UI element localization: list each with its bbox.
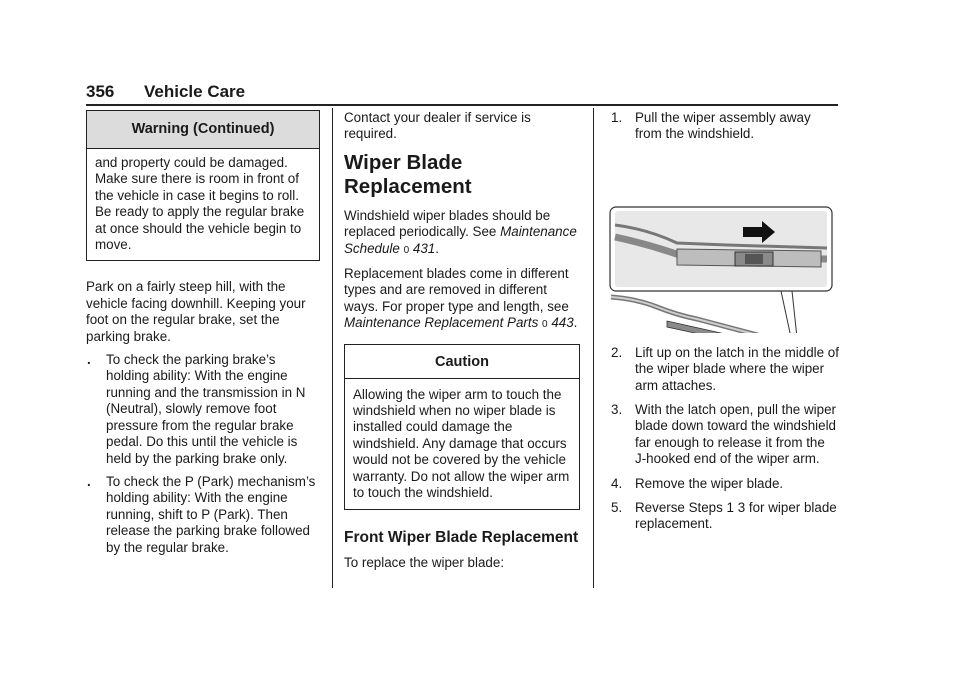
hill-test-intro: Park on a fairly steep hill, with the vehicle facing downhill. Keeping your foot on the regular brake, set the parking brake.: [86, 279, 306, 344]
step-text: Pull the wiper assembly away from the windshield.: [635, 110, 811, 142]
front-wiper-subheading: Front Wiper Blade Replacement: [344, 528, 579, 546]
column-1: [86, 110, 320, 563]
wiper-illustration: [607, 153, 835, 333]
warning-title: Warning (Continued): [87, 111, 319, 149]
replacement-parts-paragraph: Replacement blades come in different types and are removed in different ways. For proper type and length, see Maintenance Replacement Parts 0 443.: [344, 266, 578, 331]
contact-dealer-text: Contact your dealer if service is required.: [344, 110, 531, 142]
bullet-mark: .: [87, 352, 91, 368]
column-3: [611, 110, 839, 541]
page-ref-icon: 0: [403, 244, 410, 256]
page-number: 356: [86, 82, 115, 101]
wiper-heading: Wiper Blade Replacement: [344, 150, 472, 198]
section-title: Vehicle Care: [144, 82, 246, 101]
column-divider-1: [332, 108, 333, 588]
maintenance-schedule-link[interactable]: Maintenance Schedule: [344, 224, 577, 256]
list-item: [611, 110, 839, 143]
list-item: [611, 476, 839, 492]
replace-intro: To replace the wiper blade:: [344, 554, 505, 570]
list-item: [86, 474, 320, 556]
replacement-parts-link[interactable]: Maintenance Replacement Parts: [344, 315, 539, 331]
step-text: Reverse Steps 1 3 for wiper blade replacement.: [635, 500, 837, 532]
step-number: 1.: [611, 110, 623, 125]
page-ref[interactable]: 443: [551, 315, 574, 331]
wiper-blade-icon: [607, 153, 835, 333]
caution-box: [344, 344, 580, 510]
step-text: Lift up on the latch in the middle of the wiper blade where the wiper arm attaches.: [635, 344, 839, 393]
page-ref[interactable]: 431: [412, 240, 436, 256]
list-item: [611, 345, 839, 394]
step-number: 5.: [611, 500, 623, 516]
warning-box: [86, 110, 320, 261]
column-divider-2: [593, 108, 594, 588]
step-text: Remove the wiper blade.: [635, 475, 784, 491]
header-rule: [86, 104, 838, 106]
column-2: [344, 110, 580, 578]
warning-text: and property could be damaged. Make sure there is room in front of the vehicle in case it begins to roll. Be ready to apply the regular brake at once should the vehicle begin to move.: [95, 155, 305, 253]
caution-title: Caution: [345, 345, 579, 378]
list-item: [611, 500, 839, 533]
step-number: 3.: [611, 402, 623, 418]
step-text: With the latch open, pull the wiper blade down toward the windshield far enough to release it from the J-hooked end of the wiper arm.: [635, 402, 836, 467]
bullet-text: To check the parking brake’s holding ability: With the engine running and the transmission in N (Neutral), slowly remove foot pressure from the regular brake pedal. Do this until the vehicle is held by the parking brake only.: [106, 352, 306, 466]
step-number: 2.: [611, 344, 623, 360]
bullet-text: To check the P (Park) mechanism’s holding ability: With the engine running, shift to P (Park). Then release the parking brake followed by the regular brake.: [106, 473, 316, 555]
wiper-schedule-paragraph: Windshield wiper blades should be replaced periodically. See Maintenance Schedule 0 431.: [344, 207, 577, 256]
page-ref-icon: 0: [542, 319, 548, 331]
page-header: [86, 82, 838, 104]
caution-text: Allowing the wiper arm to touch the windshield when no wiper blade is installed could damage the windshield. Any damage that occurs would not be covered by the vehicle warranty. Do not allow the wiper arm to touch the windshield.: [353, 386, 570, 501]
list-item: [611, 402, 839, 468]
step-number: 4.: [611, 475, 623, 491]
bullet-mark: .: [87, 473, 91, 489]
list-item: [86, 352, 320, 467]
